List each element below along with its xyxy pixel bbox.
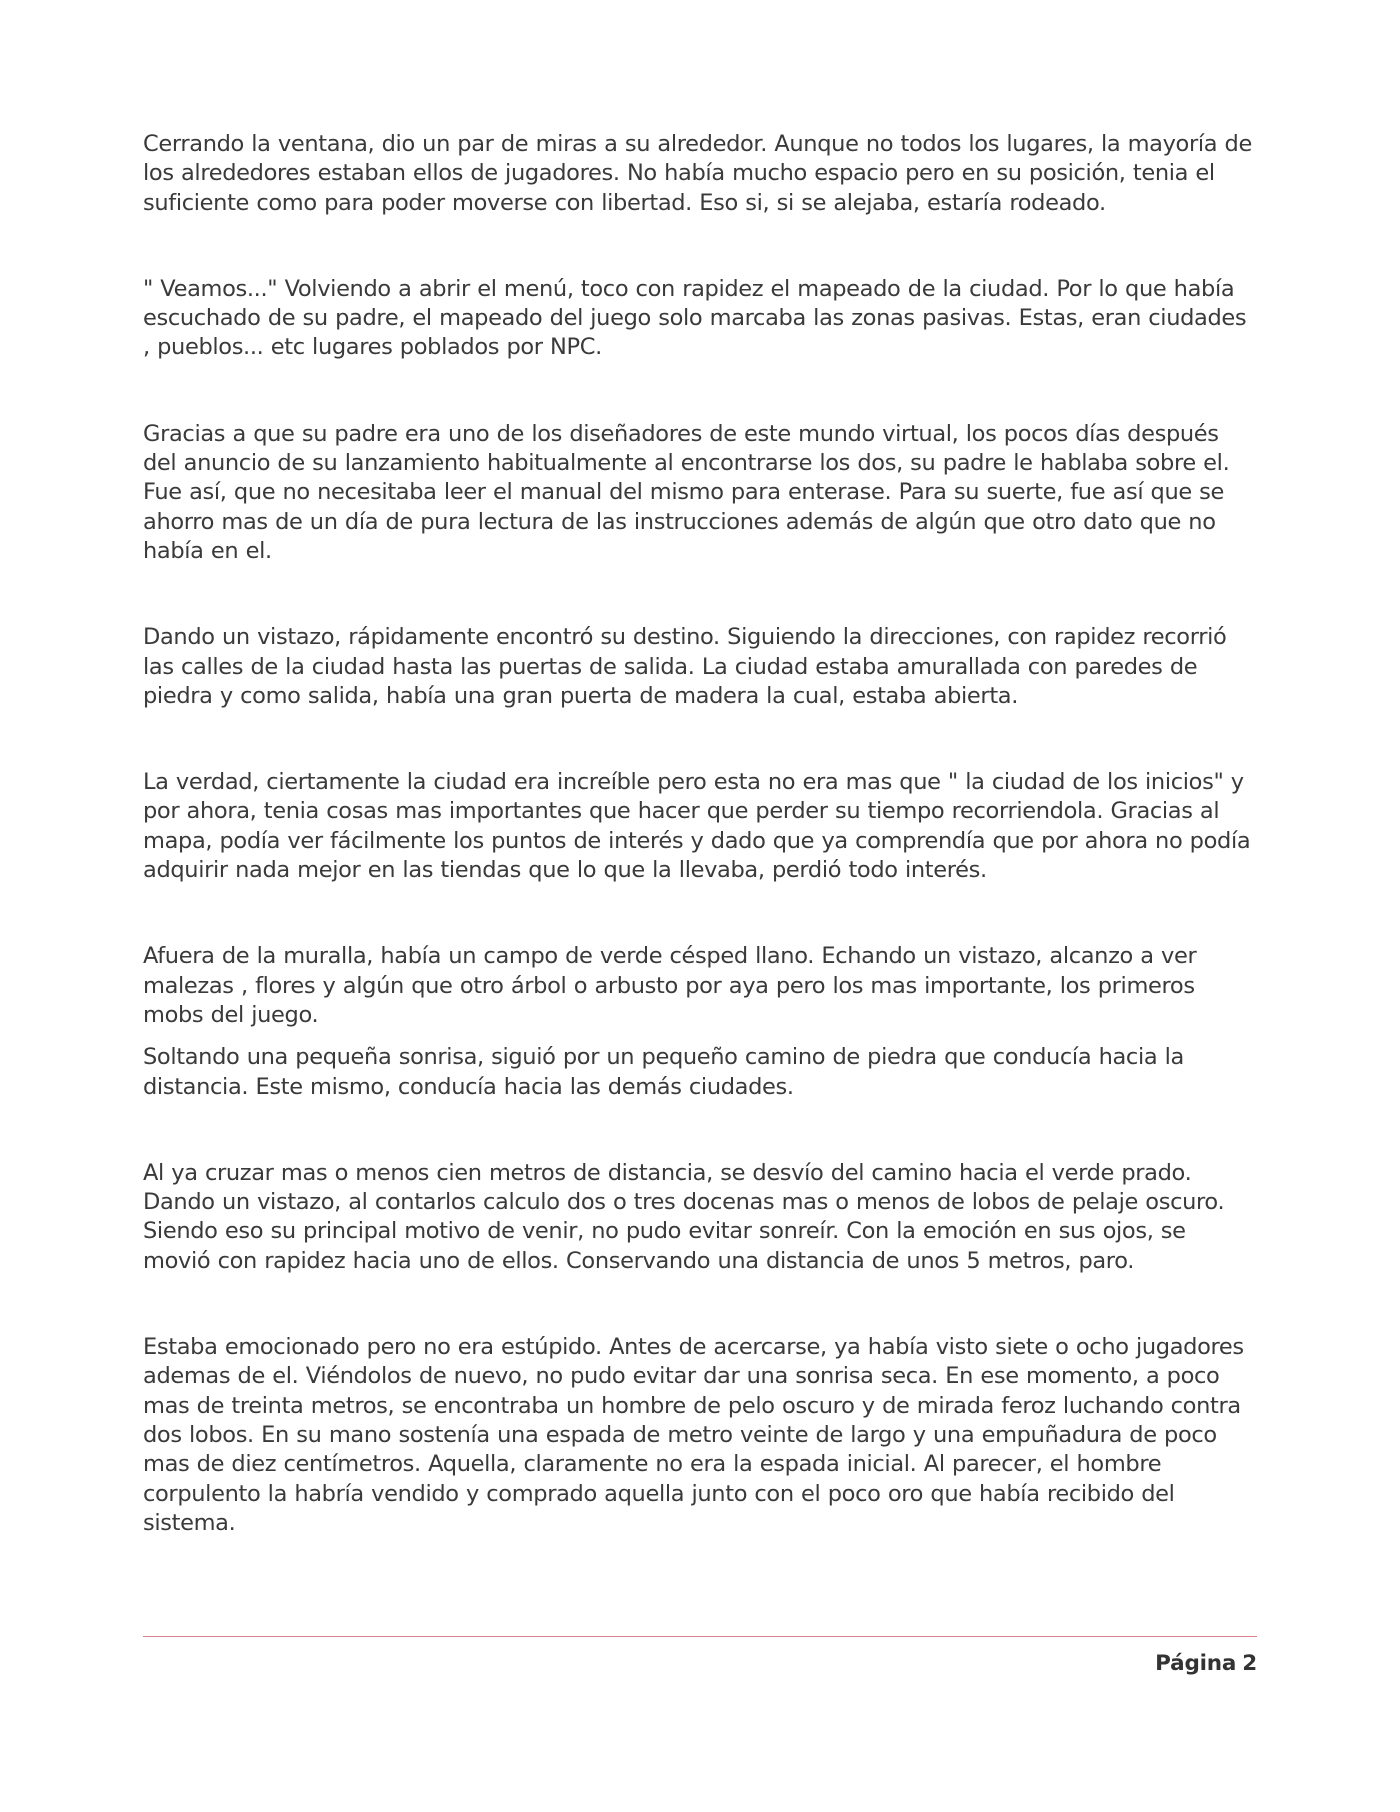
- paragraph: Gracias a que su padre era uno de los diseñadores de este mundo virtual, los pocos días después del anuncio de su lanzamiento habitualmente al encontrarse los dos, su padre le hablaba sobre el. Fue así, que no necesitaba leer el manual del mismo para enterase. Para su suerte, fue así que se ahorro mas de un día de pura lectura de las instrucciones además de algún que otro dato que no había en el.: [143, 420, 1230, 564]
- page-body: [143, 130, 1258, 1538]
- paragraph: Dando un vistazo, rápidamente encontró su destino. Siguiendo la direcciones, con rapidez recorrió las calles de la ciudad hasta las puertas de salida. La ciudad estaba amurallada con paredes de piedra y como salida, había una gran puerta de madera la cual, estaba abierta.: [143, 624, 1227, 709]
- paragraph: Afuera de la muralla, había un campo de verde césped llano. Echando un vistazo, alcanzo a ver malezas , flores y algún que otro árbol o arbusto por aya pero los mas importante, los primeros mobs del juego.: [143, 943, 1197, 1028]
- paragraph: Estaba emocionado pero no era estúpido. Antes de acercarse, ya había visto siete o ocho jugadores ademas de el. Viéndolos de nuevo, no pudo evitar dar una sonrisa seca. En ese momento, a poco mas de treinta metros, se encontraba un hombre de pelo oscuro y de mirada feroz luchando contra dos lobos. En su mano sostenía una espada de metro veinte de largo y una empuñadura de poco mas de diez centímetros. Aquella, claramente no era la espada inicial. Al parecer, el hombre corpulento la habría vendido y comprado aquella junto con el poco oro que había recibido del sistema.: [143, 1334, 1244, 1536]
- paragraph: " Veamos..." Volviendo a abrir el menú, toco con rapidez el mapeado de la ciudad. Por lo que había escuchado de su padre, el mapeado del juego solo marcaba las zonas pasivas. Estas, eran ciudades , pueblos... etc lugares poblados por NPC.: [143, 275, 1247, 361]
- paragraph: La verdad, ciertamente la ciudad era increíble pero esta no era mas que " la ciudad de los inicios" y por ahora, tenia cosas mas importantes que hacer que perder su tiempo recorriendola. Gracias al mapa, podía ver fácilmente los puntos de interés y dado que ya comprendía que por ahora no podía adquirir nada mejor en las tiendas que lo que la llevaba, perdió todo interés.: [143, 769, 1251, 884]
- page-number-label: Página: [1155, 1651, 1237, 1676]
- page-number: [1155, 1651, 1257, 1676]
- page-number-value: 2: [1242, 1651, 1257, 1676]
- footer-divider: [143, 1636, 1257, 1637]
- paragraph: Soltando una pequeña sonrisa, siguió por un pequeño camino de piedra que conducía hacia la distancia. Este mismo, conducía hacia las demás ciudades.: [143, 1044, 1184, 1100]
- paragraph: Cerrando la ventana, dio un par de miras a su alrededor. Aunque no todos los lugares, la mayoría de los alrededores estaban ellos de jugadores. No había mucho espacio pero en su posición, tenia el suficiente como para poder moverse con libertad. Eso si, si se alejaba, estaría rodeado.: [143, 131, 1252, 216]
- paragraph: Al ya cruzar mas o menos cien metros de distancia, se desvío del camino hacia el verde prado. Dando un vistazo, al contarlos calculo dos o tres docenas mas o menos de lobos de pelaje oscuro. Siendo eso su principal motivo de venir, no pudo evitar sonreír. Con la emoción en sus ojos, se movió con rapidez hacia uno de ellos. Conservando una distancia de unos 5 metros, paro.: [143, 1159, 1225, 1274]
